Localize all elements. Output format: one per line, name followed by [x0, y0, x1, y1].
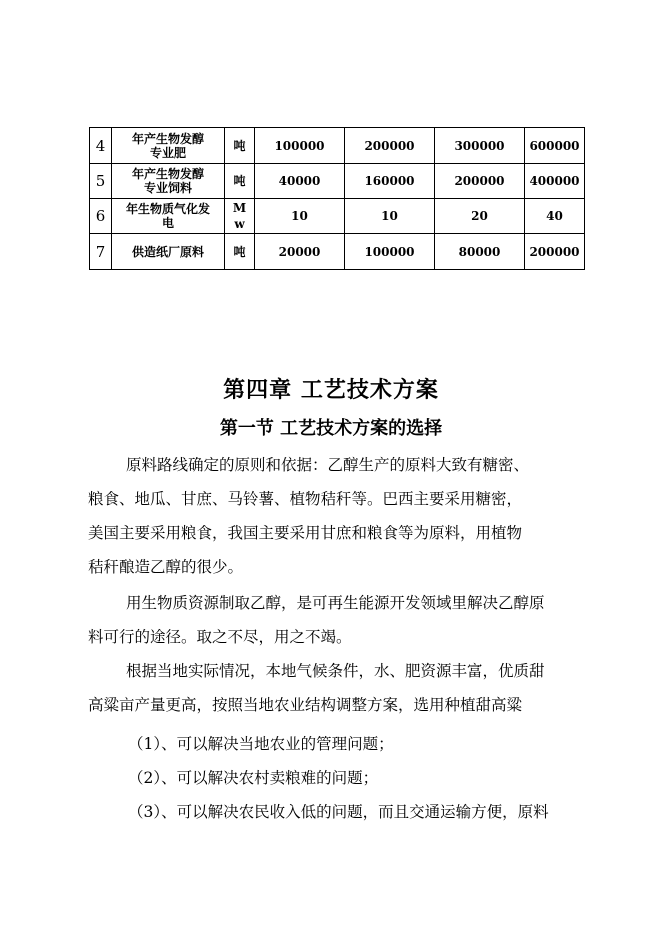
- value-cell: 40: [525, 199, 585, 234]
- product-name: [112, 164, 225, 199]
- paragraph-line: 粮食、地瓜、甘庶、马铃薯、植物秸秆等。巴西主要采用糖密，: [88, 490, 523, 508]
- value-cell: 300000: [435, 128, 525, 164]
- value-cell: 100000: [255, 128, 345, 164]
- unit-cell: 吨: [225, 234, 255, 270]
- unit-line: M: [232, 201, 247, 215]
- row-index: 7: [90, 234, 112, 270]
- product-name: 供造纸厂原料: [112, 234, 225, 270]
- unit-cell: 吨: [225, 128, 255, 164]
- value-cell: 200000: [525, 234, 585, 270]
- value-cell: 400000: [525, 164, 585, 199]
- table-row: [90, 199, 585, 234]
- value-cell: 10: [345, 199, 435, 234]
- value-cell: 20000: [255, 234, 345, 270]
- list-item: （2）、可以解决农村卖粮难的问题；: [128, 769, 379, 787]
- paragraph-line: 高粱亩产量更高，按照当地农业结构调整方案，选用种植甜高粱: [88, 696, 523, 714]
- product-name-line: 年产生物发醇: [131, 131, 204, 146]
- paragraph-line: 美国主要采用粮食，我国主要采用甘庶和粮食等为原料，用植物: [88, 524, 523, 542]
- product-name-line: 年生物质气化发: [125, 202, 210, 216]
- value-cell: 10: [255, 199, 345, 234]
- value-cell: 160000: [345, 164, 435, 199]
- unit-cell: 吨: [225, 164, 255, 199]
- paragraph-line: 根据当地实际情况，本地气候条件，水、肥资源丰富，优质甜: [126, 662, 545, 680]
- row-index: 6: [90, 199, 112, 234]
- chapter-title: 第四章 工艺技术方案: [223, 377, 439, 403]
- unit-line: w: [234, 217, 245, 231]
- paragraph-local-conditions: [88, 654, 588, 722]
- list-item: （3）、可以解决农民收入低的问题，而且交通运输方便，原料: [128, 803, 549, 821]
- unit-cell: [225, 199, 255, 234]
- product-name: [112, 128, 225, 164]
- row-index: 5: [90, 164, 112, 199]
- value-cell: 40000: [255, 164, 345, 199]
- value-cell: 200000: [435, 164, 525, 199]
- product-name-line: 电: [161, 216, 174, 230]
- row-index: 4: [90, 128, 112, 164]
- paragraph-raw-material: [88, 448, 588, 584]
- product-name-line: 专业饲料: [143, 181, 192, 195]
- table-row: [90, 128, 585, 164]
- product-name-line: 专业肥: [149, 145, 186, 160]
- section-title: 第一节 工艺技术方案的选择: [219, 418, 443, 439]
- product-name: [112, 199, 225, 234]
- product-name-line: 年产生物发醇: [131, 167, 204, 181]
- paragraph-line: 秸秆酿造乙醇的很少。: [88, 558, 244, 576]
- value-cell: 200000: [345, 128, 435, 164]
- table-row: [90, 164, 585, 199]
- paragraph-line: 用生物质资源制取乙醇，是可再生能源开发领域里解决乙醇原: [126, 594, 545, 612]
- production-table: [89, 127, 585, 270]
- value-cell: 600000: [525, 128, 585, 164]
- value-cell: 20: [435, 199, 525, 234]
- list-item: （1）、可以解决当地农业的管理问题；: [128, 735, 394, 753]
- table-row: [90, 234, 585, 270]
- paragraph-biomass: [88, 586, 588, 654]
- paragraph-line: 原料路线确定的原则和依据：乙醇生产的原料大致有糖密、: [126, 456, 530, 474]
- paragraph-line: 料可行的途径。取之不尽，用之不竭。: [88, 628, 352, 646]
- value-cell: 80000: [435, 234, 525, 270]
- value-cell: 100000: [345, 234, 435, 270]
